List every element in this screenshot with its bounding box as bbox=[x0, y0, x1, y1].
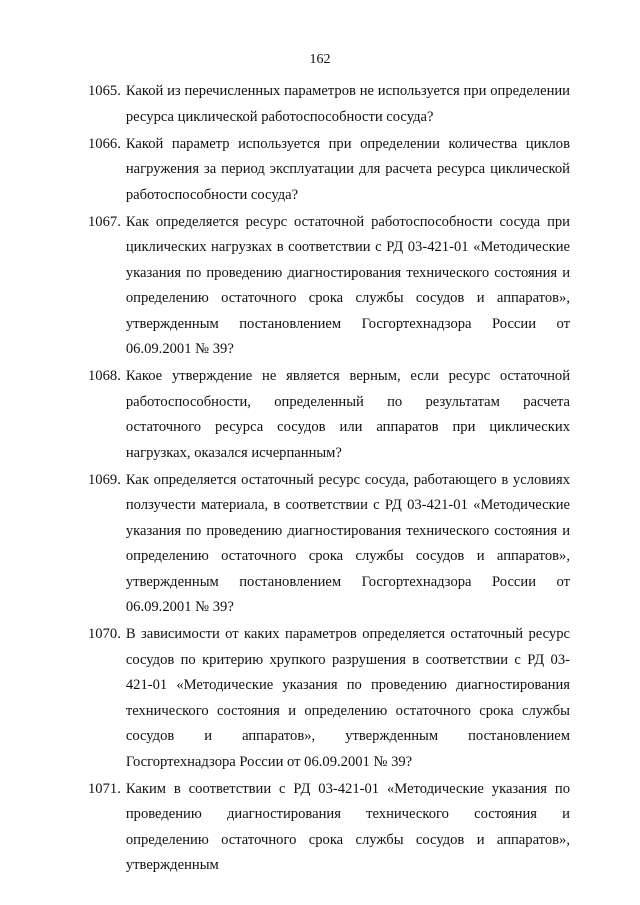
question-text: Каким в соответствии с РД 03-421-01 «Методические указания по проведению диагностирования технического состояния и определению остаточного срока службы сосудов и аппаратов», утвержденным bbox=[125, 780, 570, 873]
question-item bbox=[88, 777, 570, 879]
question-text: Как определяется остаточный ресурс сосуда, работающего в условиях ползучести материала, в соответствии с РД 03-421-01 «Методические указания по проведению диагностирования технического состояния и определению остаточного срока службы сосудов и аппаратов», утвержденным постановлением Госгортехнадзора России от 06.09.2001 № 39? bbox=[125, 471, 570, 615]
question-number: 1067. bbox=[88, 213, 121, 230]
question-text: Какой параметр используется при определении количества циклов нагружения за период эксплуатации для расчета ресурса циклической работоспособности сосуда? bbox=[125, 135, 570, 203]
question-text: Как определяется ресурс остаточной работоспособности сосуда при циклических нагрузках в соответствии с РД 03-421-01 «Методические указания по проведению диагностирования технического состояния и определению остаточного срока службы сосудов и аппаратов», утвержденным постановлением Госгортехнадзора России от 06.09.2001 № 39? bbox=[125, 213, 570, 357]
question-item bbox=[88, 364, 570, 466]
question-list bbox=[88, 79, 570, 879]
question-item bbox=[88, 79, 570, 130]
question-number: 1068. bbox=[88, 368, 121, 384]
question-number: 1070. bbox=[88, 626, 121, 642]
question-text: В зависимости от каких параметров определяется остаточный ресурс сосудов по критерию хрупкого разрушения в соответствии с РД 03-421-01 «Методические указания по проведению диагностирования технического состояния и определению остаточного срока службы сосудов и аппаратов», утвержденным постановлением Госгортехнадзора России от 06.09.2001 № 39? bbox=[125, 626, 570, 770]
question-number: 1071. bbox=[88, 780, 121, 797]
question-item bbox=[88, 468, 570, 621]
question-number: 1065. bbox=[88, 83, 121, 99]
question-text: Какой из перечисленных параметров не используется при определении ресурса циклической работоспособности сосуда? bbox=[125, 83, 570, 125]
question-item bbox=[88, 622, 570, 775]
question-number: 1066. bbox=[88, 135, 121, 152]
question-item bbox=[88, 132, 570, 209]
question-text: Какое утверждение не является верным, если ресурс остаточной работоспособности, определенный по результатам расчета остаточного ресурса сосудов или аппаратов при циклических нагрузках, оказался исчерпанным? bbox=[125, 368, 570, 461]
question-item bbox=[88, 210, 570, 363]
page-number: 162 bbox=[309, 52, 331, 67]
question-number: 1069. bbox=[88, 471, 121, 488]
